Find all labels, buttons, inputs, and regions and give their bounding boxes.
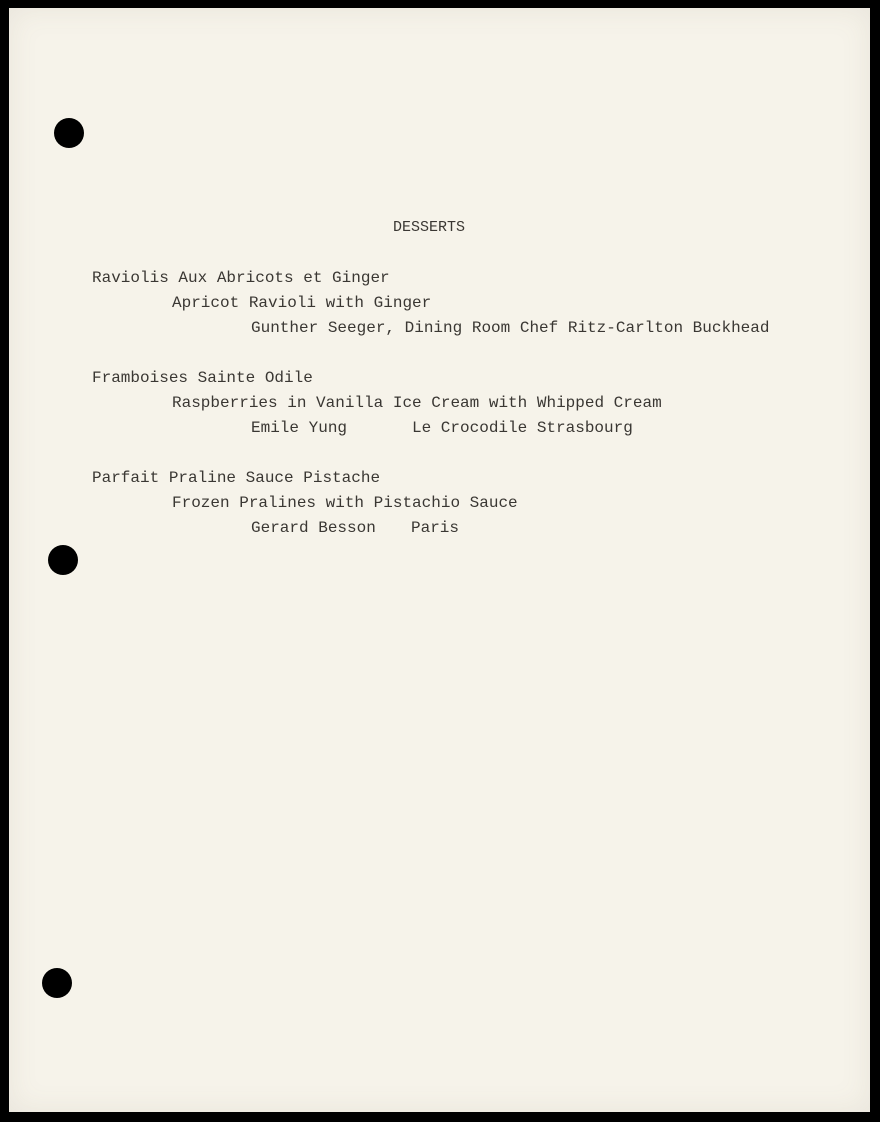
dessert-chef: Gunther Seeger, Dining Room Chef Ritz-Carlton Buckhead [251, 319, 770, 337]
dessert-description: Raspberries in Vanilla Ice Cream with Whipped Cream [172, 394, 662, 412]
dessert-name: Framboises Sainte Odile [92, 369, 313, 387]
page-title: DESSERTS [393, 219, 466, 236]
dessert-name: Raviolis Aux Abricots et Ginger [92, 269, 390, 287]
punch-hole-middle [48, 545, 78, 575]
dessert-place: Paris [411, 519, 460, 537]
dessert-place: Le Crocodile Strasbourg [412, 419, 633, 437]
punch-hole-top [54, 118, 84, 148]
dessert-description: Apricot Ravioli with Ginger [172, 294, 432, 312]
punch-hole-bottom [42, 968, 72, 998]
dessert-chef: Gerard Besson [251, 519, 376, 537]
paper-sheet [9, 8, 870, 1112]
dessert-name: Parfait Praline Sauce Pistache [92, 469, 381, 487]
dessert-chef: Emile Yung [251, 419, 348, 437]
dessert-description: Frozen Pralines with Pistachio Sauce [172, 494, 518, 512]
